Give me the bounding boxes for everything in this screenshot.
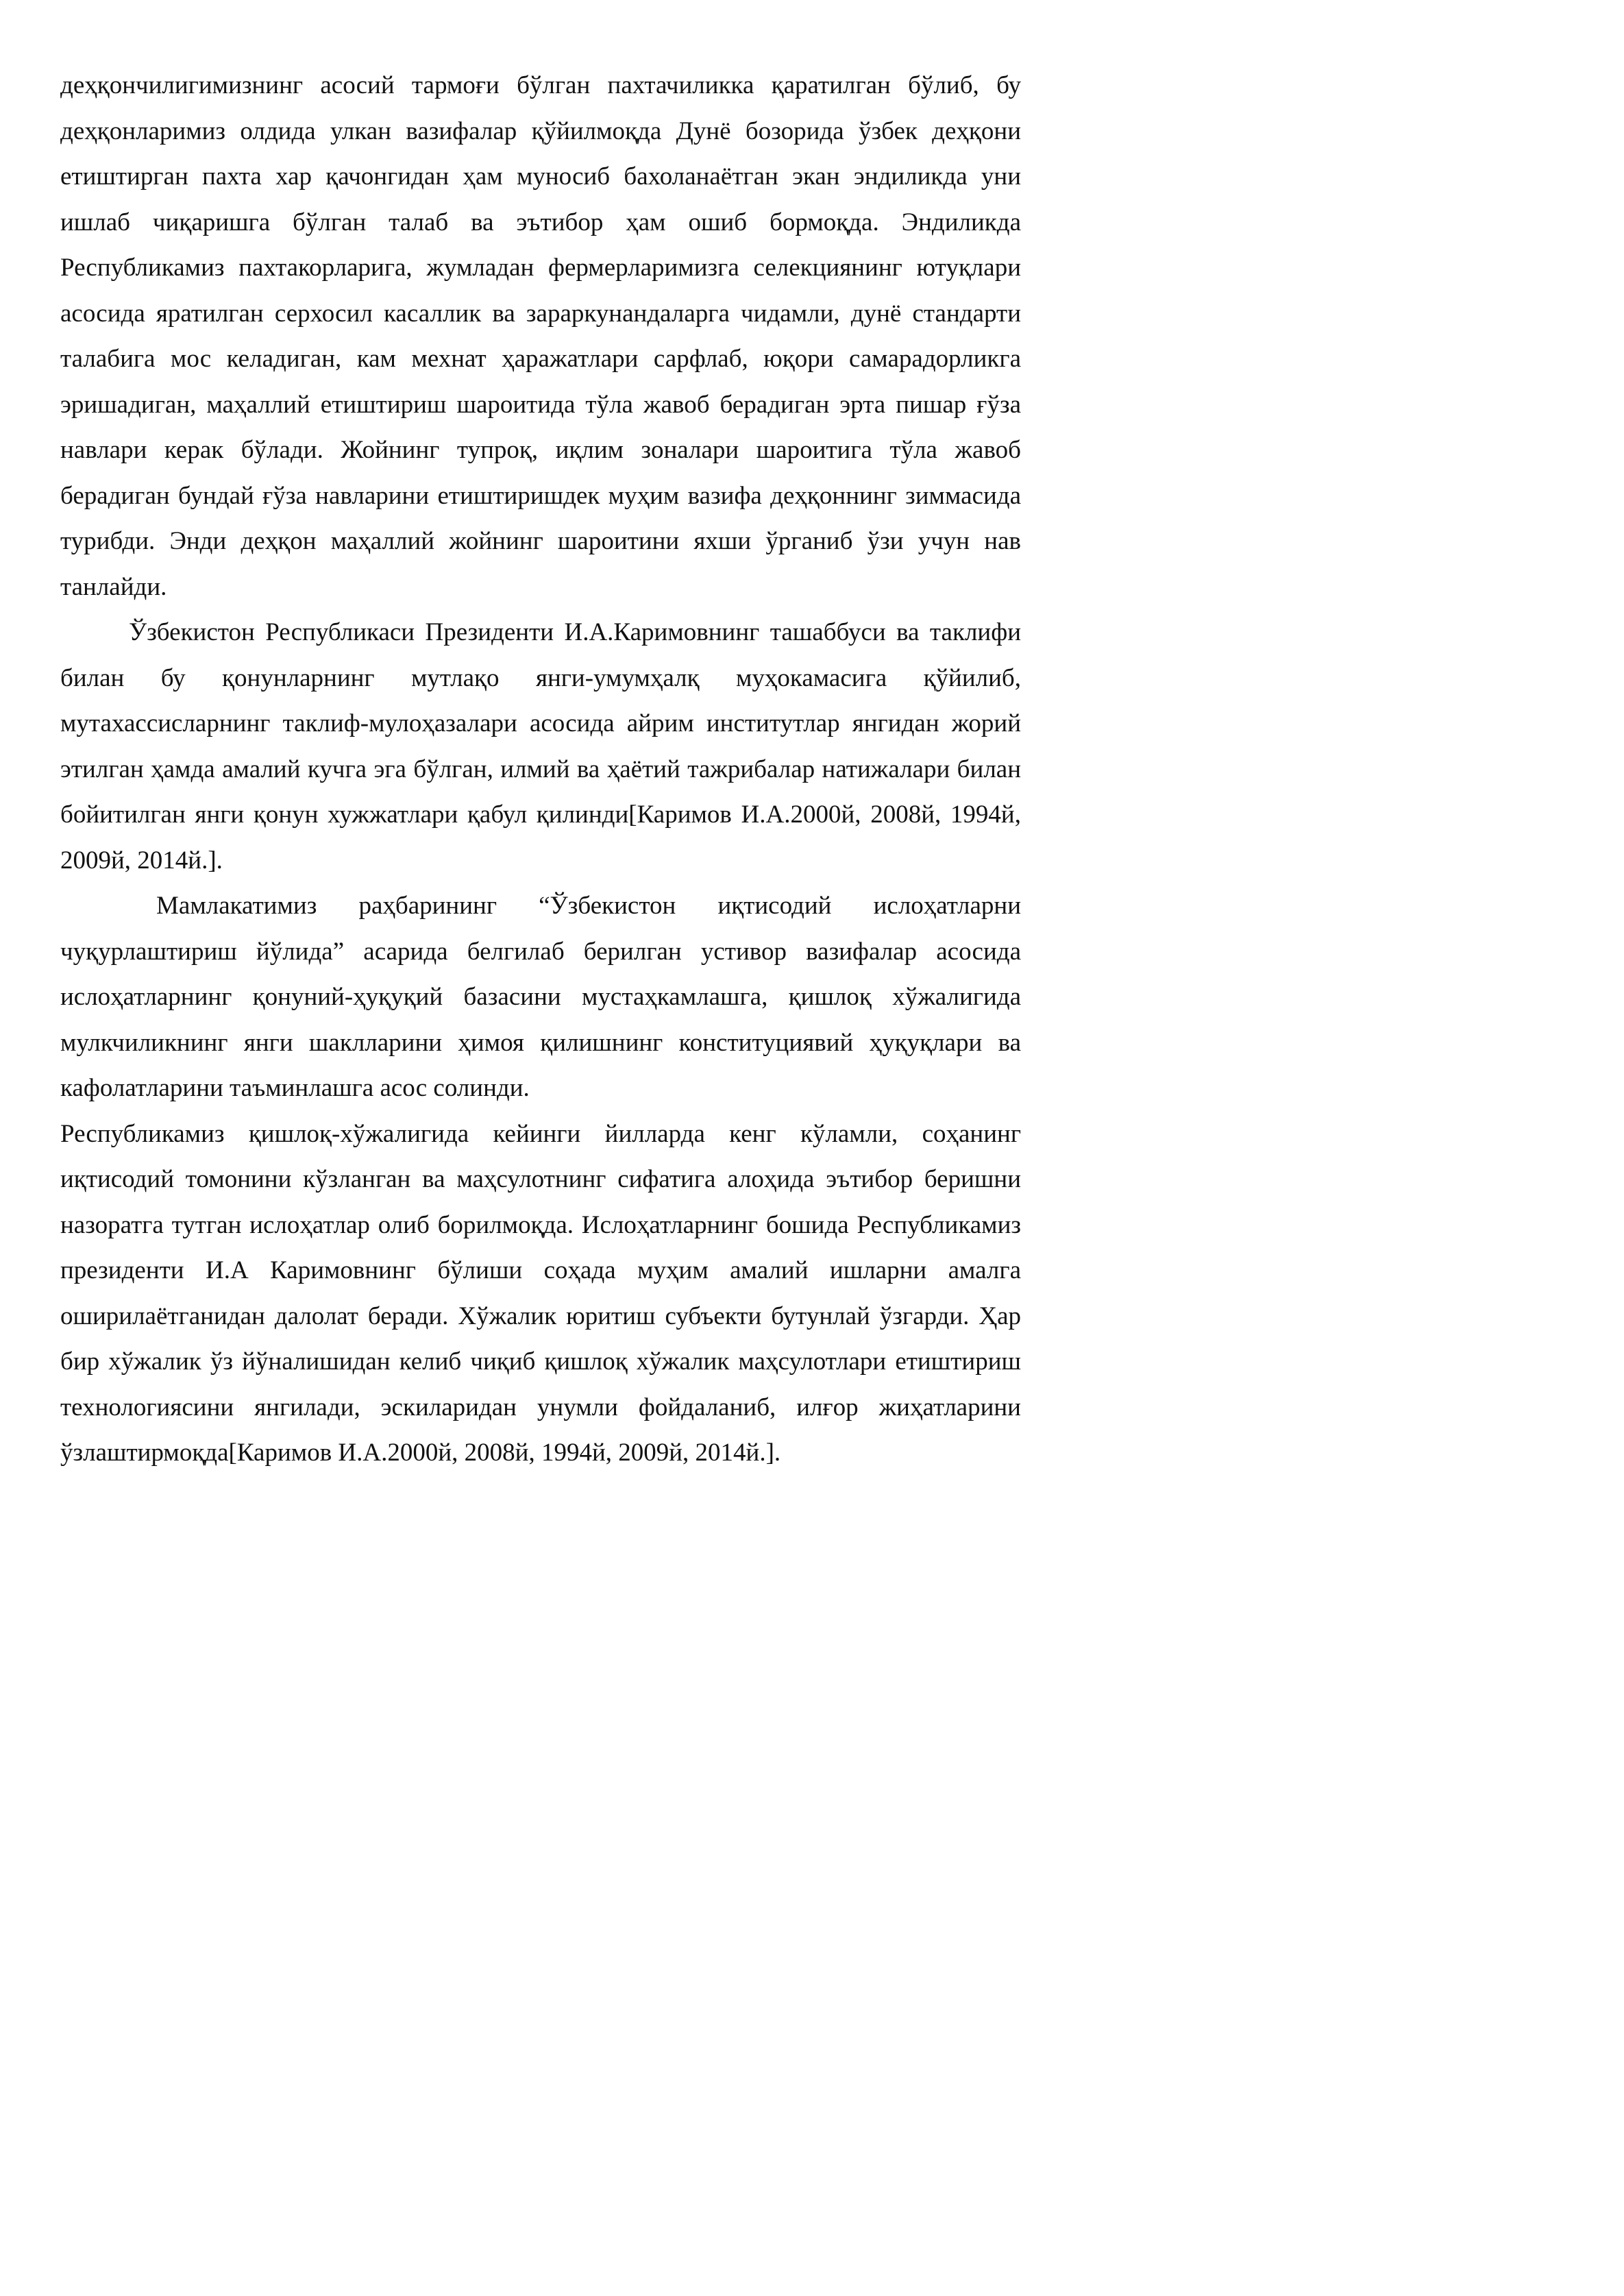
paragraph-2: Ўзбекистон Республикаси Президенти И.А.Каримовнинг ташаббуси ва таклифи билан бу қонунларнинг мутлақо янги-умумҳалқ муҳокамасига қўйилиб, мутахассисларнинг таклиф-мулоҳазалари асосида айрим институтлар янгидан жорий этилган ҳамда амалий кучга эга бўлган, илмий ва ҳаётий тажрибалар натижалари билан бойитилган янги қонун хужжатлари қабул қилинди[Каримов И.А.2000й, 2008й, 1994й, 2009й, 2014й.]. [60,618,1021,875]
body-text [60,63,1021,1476]
paragraph-4: Республикамиз қишлоқ-хўжалигида кейинги йилларда кенг кўламли, соҳанинг иқтисодий томонини кўзланган ва маҳсулотнинг сифатига алоҳида эътибор беришни назоратга тутган ислоҳатлар олиб борилмоқда. Ислоҳатларнинг бошида Республикамиз президенти И.А Каримовнинг бўлиши соҳада муҳим амалий ишларни амалга оширилаётганидан далолат беради. Хўжалик юритиш субъекти бутунлай ўзгарди. Ҳар бир хўжалик ўз йўналишидан келиб чиқиб қишлоқ хўжалик маҳсулотлари етиштириш технологиясини янгилади, эскиларидан унумли фойдаланиб, илғор жиҳатларини ўзлаштирмоқда[Каримов И.А.2000й, 2008й, 1994й, 2009й, 2014й.]. [60,1119,1021,1467]
paragraph-3: Мамлакатимиз раҳбарининг “Ўзбекистон иқтисодий ислоҳатларни чуқурлаштириш йўлида” асарида белгилаб берилган устивор вазифалар асосида ислоҳатларнинг қонуний-ҳуқуқий базасини мустаҳкамлашга, қишлоқ хўжалигида мулкчиликнинг янги шаклларини ҳимоя қилишнинг конституциявий ҳуқуқлари ва кафолатларини таъминлашга асос солинди. [60,892,1021,1102]
paragraph-1: деҳқончилигимизнинг асосий тармоғи бўлган пахтачиликка қаратилган бўлиб, бу деҳқонларимиз олдида улкан вазифалар қўйилмоқда Дунё бозорида ўзбек деҳқони етиштирган пахта хар қачонгидан ҳам муносиб бахоланаётган экан эндиликда уни ишлаб чиқаришга бўлган талаб ва эътибор ҳам ошиб бормоқда. Эндиликда Республикамиз пахтакорларига, жумладан фермерларимизга селекциянинг ютуқлари асосида яратилган серхосил касаллик ва зараркунандаларга чидамли, дунё стандарти талабига мос келадиган, кам мехнат ҳаражатлари сарфлаб, юқори самарадорликга эришадиган, маҳаллий етиштириш шароитида тўла жавоб берадиган эрта пишар ғўза навлари керак бўлади. Жойнинг тупроқ, иқлим зоналари шароитига тўла жавоб берадиган бундай ғўза навларини етиштиришдек муҳим вазифа деҳқоннинг зиммасида турибди. Энди деҳқон маҳаллий жойнинг шароитини яхши ўрганиб ўзи учун нав танлайди. [60,71,1021,601]
